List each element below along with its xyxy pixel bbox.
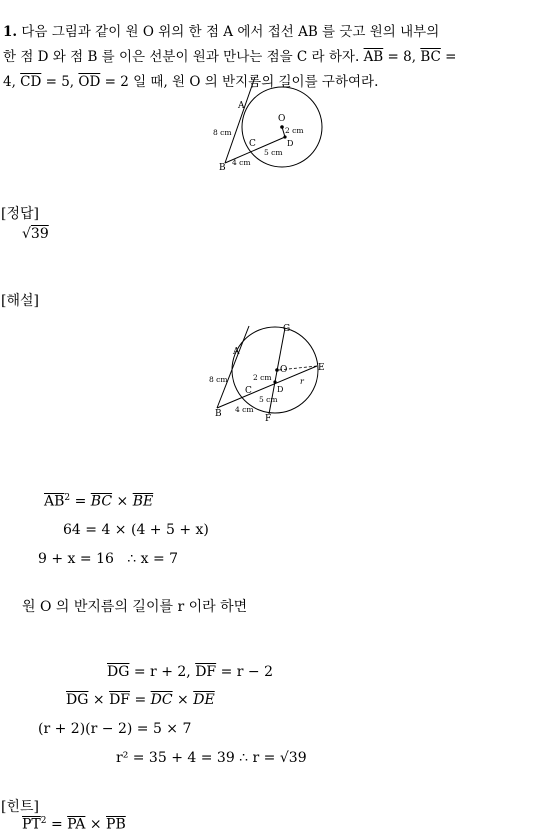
eq4-dg: $\overline{DG}$ bbox=[107, 664, 130, 680]
cd-value: = 5, bbox=[41, 74, 79, 90]
bc-value: = bbox=[440, 49, 457, 65]
segment-bc: $\overline{BC}$ bbox=[420, 49, 441, 65]
label-c-2: C bbox=[245, 386, 252, 396]
hint-pb: $\overline{PB}$ bbox=[106, 816, 126, 833]
label-ab-len: 8 cm bbox=[213, 128, 232, 137]
eq5-dg: $\overline{DG}$ bbox=[66, 692, 89, 708]
point-d-dot-2 bbox=[273, 380, 276, 383]
answer-heading: [정답] bbox=[1, 206, 39, 222]
label-f: F bbox=[265, 414, 272, 424]
problem-line2: 한 점 D 와 점 B 를 이은 선분이 원과 만나는 점을 C 라 하자. bbox=[3, 49, 364, 65]
answer-radicand: 39 bbox=[30, 226, 49, 242]
label-g: G bbox=[283, 324, 291, 334]
label-cd-len: 5 cm bbox=[264, 148, 283, 157]
problem-number: 1. bbox=[3, 24, 18, 40]
radius-statement: 원 O 의 반지름의 길이를 r 이라 하면 bbox=[22, 599, 248, 615]
equation-7: r² = 35 + 4 = 39 ∴ r = √39 bbox=[116, 750, 307, 766]
figure-solution bbox=[205, 320, 335, 425]
equation-3 bbox=[38, 551, 178, 567]
figure-tangent-circle bbox=[205, 75, 330, 175]
eq5-de: $\overline{DE}$ bbox=[193, 692, 215, 708]
hint-pt: $\overline{PT}$ bbox=[22, 816, 41, 833]
label-cd-len-2: 5 cm bbox=[259, 395, 278, 404]
label-d: D bbox=[287, 139, 294, 148]
label-d-2: D bbox=[277, 385, 284, 394]
label-e: E bbox=[318, 363, 325, 373]
hint-heading: [힌트] bbox=[1, 799, 39, 815]
label-bc-len-2: 4 cm bbox=[235, 405, 254, 414]
label-b: B bbox=[219, 163, 226, 173]
segment-od: $\overline{OD}$ bbox=[78, 74, 101, 90]
equation-4 bbox=[107, 664, 273, 680]
eq1-be: $\overline{BE}$ bbox=[132, 493, 154, 510]
eq1-bc: $\overline{BC}$ bbox=[90, 493, 113, 510]
eq4-df: $\overline{DF}$ bbox=[195, 664, 217, 680]
tangent-line bbox=[225, 77, 255, 163]
label-od-len: 2 cm bbox=[285, 126, 304, 135]
label-o-2: O bbox=[280, 365, 288, 375]
sqrt-symbol: √ bbox=[22, 226, 31, 242]
label-b-2: B bbox=[215, 409, 222, 419]
equation-2: 64 = 4 × (4 + 5 + x) bbox=[63, 522, 209, 538]
bc-number: 4, bbox=[3, 74, 21, 90]
segment-ab: $\overline{AB}$ bbox=[363, 49, 384, 65]
label-o: O bbox=[278, 114, 286, 124]
eq5-dc: $\overline{DC}$ bbox=[150, 692, 173, 708]
label-r: r bbox=[300, 377, 304, 386]
hint-formula: $\overline{PT}^2 = \overline{PA} \times \overline{PB}$ bbox=[22, 816, 126, 833]
label-a: A bbox=[238, 101, 245, 111]
eq4-dg-val: = r + 2, bbox=[129, 664, 196, 680]
eq5-df: $\overline{DF}$ bbox=[109, 692, 131, 708]
eq1-ab: $\overline{AB}$ bbox=[44, 493, 65, 510]
equation-1: $\overline{AB}^2 = \overline{BC} \times \overline{BE}$ bbox=[44, 493, 154, 510]
equation-5: $\overline{DG} \times \overline{DF} = \overline{DC} \times \overline{DE}$ bbox=[66, 692, 215, 708]
segment-cd: $\overline{CD}$ bbox=[20, 74, 42, 90]
eq3-left: 9 + x = 16 bbox=[38, 551, 114, 567]
label-bc-len: 4 cm bbox=[232, 158, 251, 167]
center-o-dot-2 bbox=[275, 368, 279, 372]
label-od-len-2: 2 cm bbox=[253, 373, 272, 382]
label-a-2: A bbox=[233, 347, 240, 357]
ab-value: = 8, bbox=[383, 49, 421, 65]
od-value: = 2 일 때, 원 O 의 반지름의 길이를 구하여라. bbox=[100, 74, 379, 90]
label-ab-len-2: 8 cm bbox=[209, 375, 228, 384]
label-c: C bbox=[249, 139, 256, 149]
eq3-right: ∴ x = 7 bbox=[127, 551, 179, 567]
solution-heading: [해설] bbox=[1, 293, 39, 309]
problem-line1: 다음 그림과 같이 원 O 위의 한 점 A 에서 접선 AB 를 긋고 원의 내부의 bbox=[21, 24, 440, 40]
hint-pa: $\overline{PA}$ bbox=[67, 816, 86, 833]
eq4-df-val: = r − 2 bbox=[216, 664, 274, 680]
center-o-dot bbox=[280, 125, 284, 129]
answer-value bbox=[22, 226, 49, 242]
equation-6: (r + 2)(r − 2) = 5 × 7 bbox=[38, 721, 192, 737]
